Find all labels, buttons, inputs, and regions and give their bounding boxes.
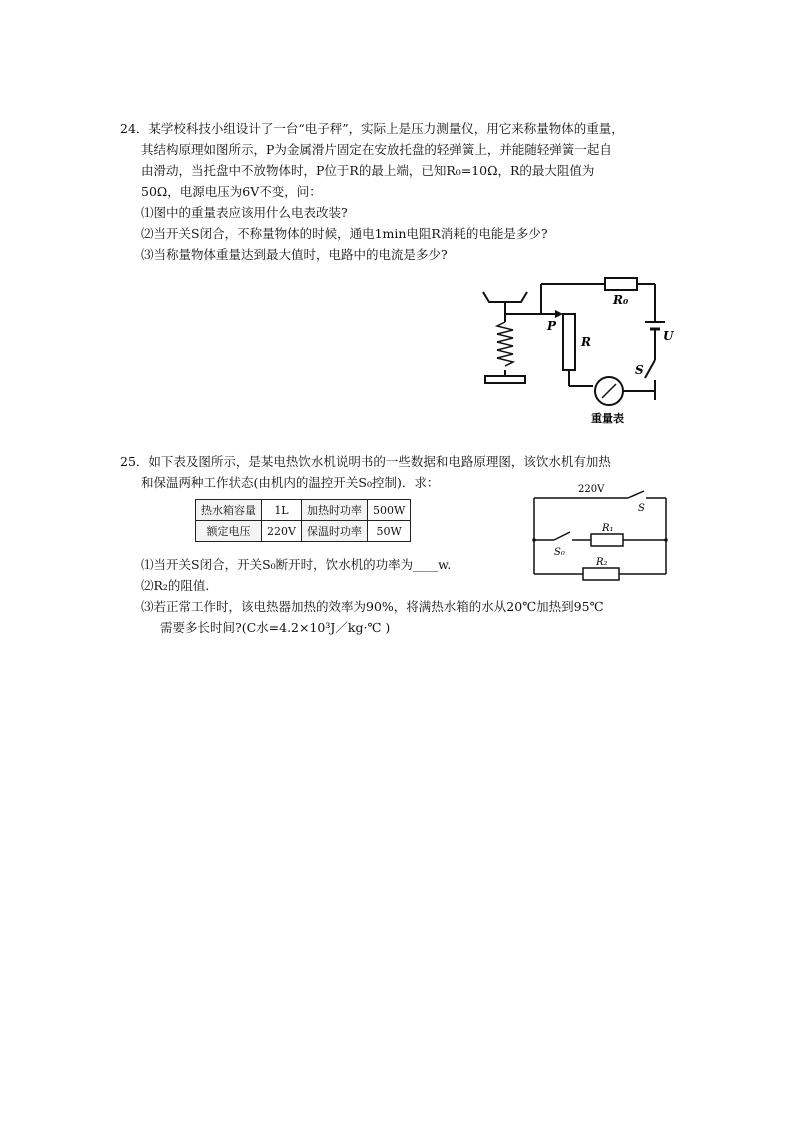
label-r1: R₁ — [602, 523, 614, 534]
table-row — [196, 521, 411, 542]
table-cell: 500W — [367, 500, 410, 521]
table-row — [196, 500, 411, 521]
table-cell: 220V — [262, 521, 302, 542]
q24-sub2: ⑵当开关S闭合，不称量物体的时候，通电1min电阻R消耗的电能是多少? — [141, 226, 548, 241]
tray-icon — [483, 292, 527, 302]
label-r2: R₂ — [596, 557, 608, 568]
q25-sub1: ⑴当开关S闭合，开关S₀断开时，饮水机的功率为____w. — [141, 557, 452, 572]
table-cell: 加热时功率 — [301, 500, 367, 521]
rheostat-r — [563, 314, 575, 370]
table-cell: 额定电压 — [196, 521, 262, 542]
label-220v: 220V — [578, 484, 605, 495]
spec-table — [195, 499, 411, 542]
label-meter: 重量表 — [591, 412, 624, 425]
spring-icon — [497, 322, 513, 366]
table-cell: 1L — [262, 500, 302, 521]
q25-sub2: ⑵R₂的阻值． — [141, 578, 218, 593]
resistor-r0 — [605, 278, 637, 290]
label-r0: R₀ — [613, 293, 629, 307]
switch-s — [645, 360, 655, 378]
table-cell: 热水箱容量 — [196, 500, 262, 521]
q24-line4: 50Ω，电源电压为6V不变，问： — [141, 184, 322, 199]
resistor-r2 — [583, 568, 619, 580]
label-s: S — [638, 503, 645, 514]
table-cell: 50W — [367, 521, 410, 542]
label-r: R — [581, 335, 591, 349]
label-u: U — [663, 329, 674, 343]
q24-line2: 其结构原理如图所示，P为金属滑片固定在安放托盘的轻弹簧上，并能随轻弹簧一起自 — [141, 142, 612, 157]
q25-sub3: ⑶若正常工作时，该电热器加热的效率为90%，将满热水箱的水从20℃加热到95℃ — [141, 599, 604, 614]
label-s: S — [635, 363, 644, 377]
q25-line2: 和保温两种工作状态(由机内的温控开关S₀控制)．求： — [141, 475, 440, 490]
switch-s — [628, 491, 644, 498]
q25-sub3b: 需要多长时间?(C水=4.2×10³J／kg·℃ ) — [160, 620, 391, 635]
q24-sub1: ⑴图中的重量表应该用什么电表改装? — [141, 205, 348, 220]
q25-line1: 25．如下表及图所示，是某电热饮水机说明书的一些数据和电路原理图，该饮水机有加热 — [120, 454, 611, 469]
resistor-r1 — [591, 534, 623, 546]
q24-line3: 由滑动，当托盘中不放物体时，P位于R的最上端，已知R₀=10Ω，R的最大阻值为 — [141, 163, 595, 178]
q25-circuit-diagram — [528, 478, 673, 582]
switch-s0 — [554, 532, 570, 540]
label-s0: S₀ — [554, 547, 565, 558]
q24-line1: 24．某学校科技小组设计了一台“电子秤”，实际上是压力测量仪，用它来称量物体的重量， — [120, 121, 624, 136]
label-p: P — [547, 319, 557, 333]
table-cell: 保温时功率 — [301, 521, 367, 542]
q24-circuit-diagram — [475, 270, 685, 430]
q24-sub3: ⑶当称量物体重量达到最大值时，电路中的电流是多少? — [141, 247, 448, 262]
base-icon — [485, 376, 525, 383]
